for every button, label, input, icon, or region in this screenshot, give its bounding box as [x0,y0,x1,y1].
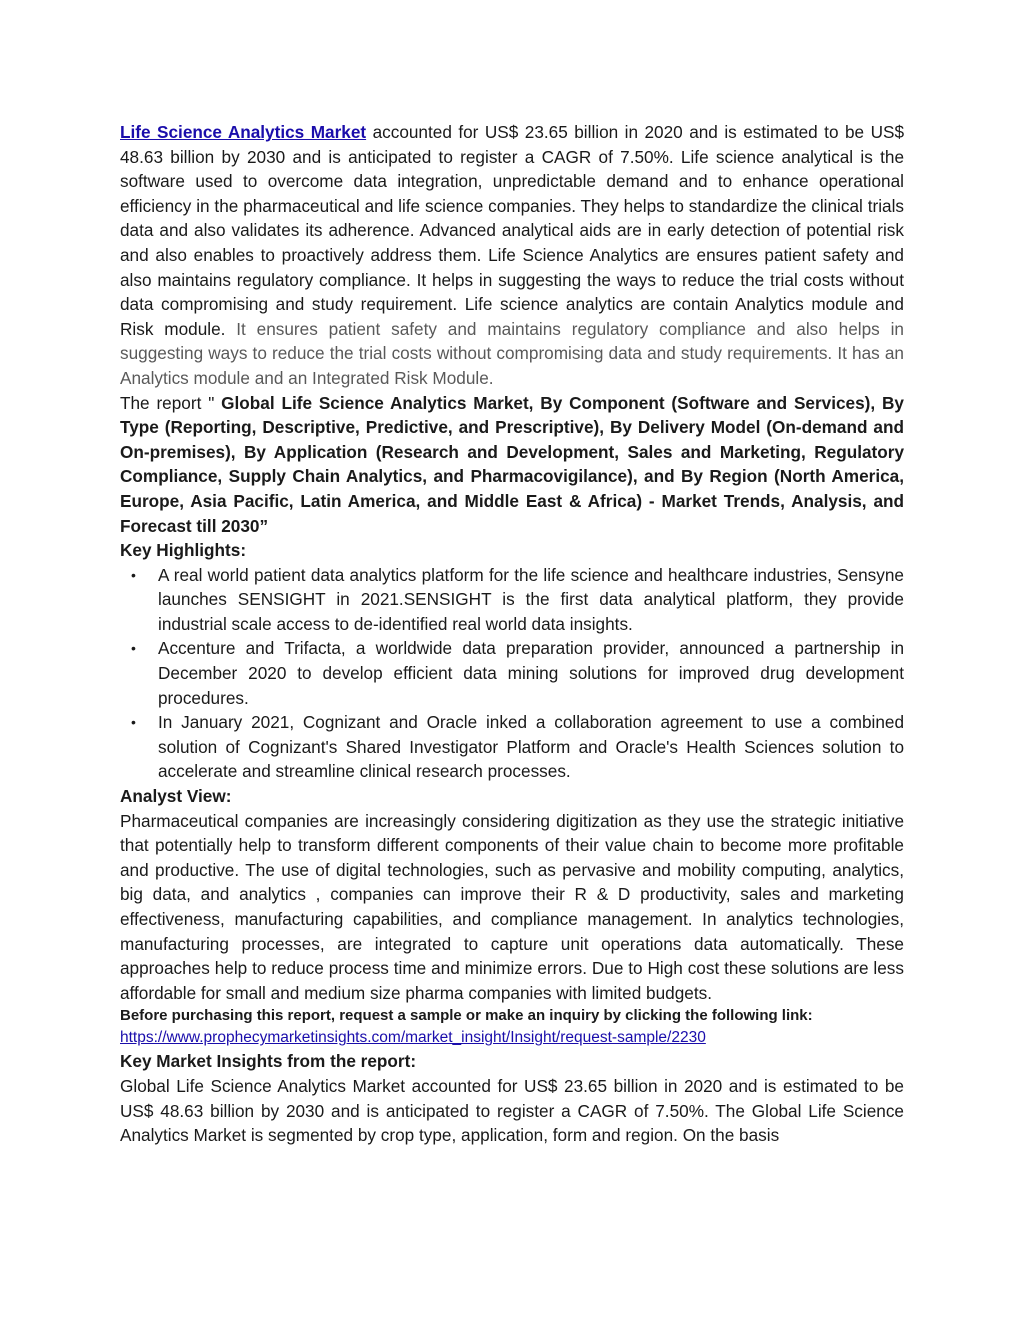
document-page [120,120,904,1148]
report-paragraph [120,391,904,539]
list-item [131,563,904,637]
bullet-icon: • [131,566,136,583]
intro-paragraph [120,120,904,391]
analyst-view-paragraph: Pharmaceutical companies are increasingly considering digitization as they use the strategic initiative that potentially help to transform different components of their value chain to become more profitable and productive. The use of digital technologies, such as pervasive and mobility computing, analytics, big data, and analytics , companies can improve their R & D productivity, sales and marketing effectiveness, manufacturing capabilities, and compliance management. In analytics technologies, manufacturing processes, are integrated to capture unit operations data automatically. These approaches help to reduce process time and minimize errors. Due to High cost these solutions are less affordable for small and medium size pharma companies with limited budgets. [120,810,904,1003]
request-sample-link[interactable]: https://www.prophecymarketinsights.com/market_insight/Insight/request-sample/2230 [120,1029,706,1047]
bullet-icon: • [131,714,136,731]
analyst-view-heading: Analyst View: [120,786,232,807]
intro-gray-text: It ensures patient safety and maintains regulatory compliance and also helps in suggesting ways to reduce the trial costs without compromising data and study requirements. It has an Analytics module and an Integrated Risk Module. [120,318,904,388]
list-item [131,710,904,784]
report-title: Global Life Science Analytics Market, By Component (Software and Services), By Type (Reporting, Descriptive, Predictive, and Prescriptive), By Delivery Model (On-demand and On-premises), By Application (Research and Development, Sales and Marketing, Regulatory Compliance, Supply Chain Analytics, and Pharmacovigilance), and By Region (North America, Europe, Asia Pacific, Latin America, and Middle East & Africa) - Market Trends, Analysis, and Forecast till 2030” [120,392,904,536]
key-highlights-heading: Key Highlights: [120,540,247,561]
bullet-icon: • [131,640,136,657]
list-item [131,636,904,710]
key-insights-paragraph: Global Life Science Analytics Market accounted for US$ 23.65 billion in 2020 and is estimated to be US$ 48.63 billion by 2030 and is anticipated to register a CAGR of 7.50%. The Global Life Science Analytics Market is segmented by crop type, application, form and region. On the basis [120,1075,904,1146]
list-item-text: In January 2021, Cognizant and Oracle inked a collaboration agreement to use a combined solution of Cognizant's Shared Investigator Platform and Oracle's Health Sciences solution to accelerate and streamline clinical research processes. [158,712,904,782]
highlights-list [120,563,904,784]
market-link[interactable]: Life Science Analytics Market [120,122,367,142]
list-item-text: Accenture and Trifacta, a worldwide data preparation provider, announced a partnership in December 2020 to develop efficient data mining solutions for improved drug development procedures. [158,638,904,708]
intro-text: accounted for US$ 23.65 billion in 2020 and is estimated to be US$ 48.63 billion by 2030 and is anticipated to register a CAGR of 7.50%. Life science analytical is the software used to overcome data integration, unpredictable demand and to enhance operational efficiency in the pharmaceutical and life science companies. They helps to standardize the clinical trials data and also validates its adherence. Advanced analytical aids are in early detection of potential risk and also enables to proactively address them. Life Science Analytics are ensures patient safety and also maintains regulatory compliance. It helps in suggesting the ways to reduce the trial costs without data compromising and study requirement. Life science analytics are contain Analytics module and Risk module. [120,122,904,339]
key-insights-heading: Key Market Insights from the report: [120,1051,417,1072]
list-item-text: A real world patient data analytics platform for the life science and healthcare industries, Sensyne launches SENSIGHT in 2021.SENSIGHT is the first data analytical platform, they provide industrial scale access to de-identified real world data insights. [158,564,904,634]
report-prefix: The report " [120,392,222,413]
cta-text: Before purchasing this report, request a sample or make an inquiry by clicking the following link: [120,1007,813,1025]
